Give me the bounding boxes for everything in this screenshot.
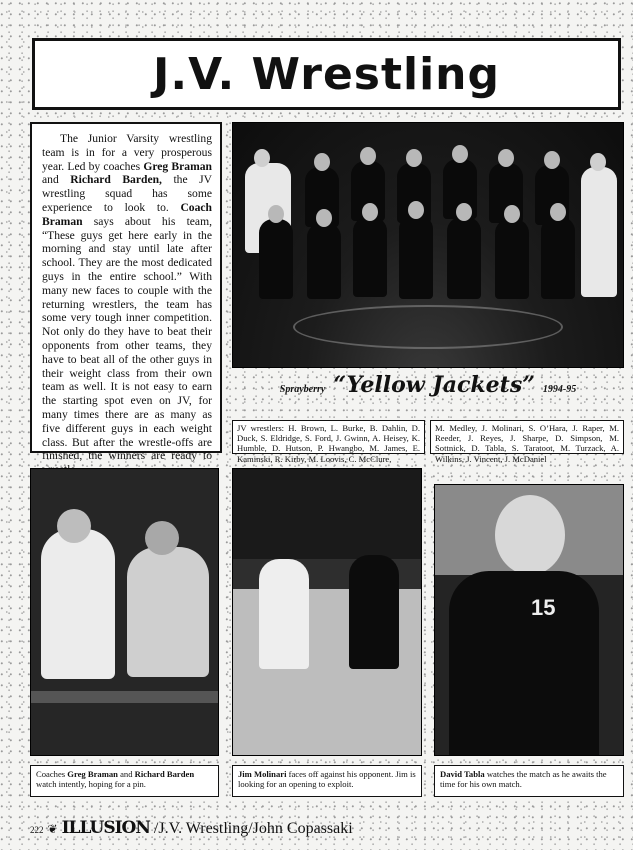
coach-figure — [41, 529, 115, 679]
caption-match — [232, 765, 422, 797]
story-part: and — [42, 173, 71, 187]
wrestler-figure — [447, 217, 481, 299]
caption-name: Jim Molinari — [238, 769, 287, 779]
page-title-box — [32, 38, 621, 110]
spectator-photo — [434, 484, 624, 756]
jacket — [449, 571, 599, 756]
jersey-number: 15 — [531, 595, 556, 620]
wrestler-figure — [307, 223, 341, 299]
wrestler-figure — [541, 217, 575, 299]
wrestler-figure — [259, 559, 309, 669]
caption-name: David Tabla — [440, 769, 485, 779]
wrestling-mat-circle — [293, 305, 563, 349]
team-banner — [232, 372, 624, 398]
footer-description: /J.V. Wrestling/John Copassaki — [153, 820, 353, 837]
coach-name: Greg Braman — [143, 159, 213, 173]
bee-icon: ❦ — [47, 822, 58, 836]
story-text — [30, 122, 222, 463]
caption-text: watch intently, hoping for a pin. — [36, 779, 146, 790]
wrestler-head — [495, 495, 565, 575]
coach-name: Richard Barden, — [70, 173, 162, 187]
page-title: J.V. Wrestling — [152, 48, 500, 100]
story-part: the JV wrestling squad has some experience to look to. — [42, 173, 213, 214]
match-photo — [232, 468, 422, 756]
wrestler-figure — [349, 555, 399, 669]
wrestler-figure — [495, 219, 529, 299]
caption-text: Coaches — [36, 769, 68, 779]
coaches-photo — [30, 468, 219, 756]
caption-text: faces off against his opponent. Jim is looking for an opening to exploit. — [238, 769, 416, 790]
yearbook-brand: ILLUSION — [61, 818, 150, 838]
wrestler-figure — [259, 219, 293, 299]
coach-name: Coach Braman — [42, 200, 212, 228]
caption-text: and — [117, 769, 135, 779]
roster-column-2: M. Medley, J. Molinari, S. O’Hara, J. Raper, M. Reeder, J. Reyes, J. Sharpe, D. Simpson, M. Sottnick, D. Tabla, S. Taratoot, M. Turzack, A. Wilkins, J. Vincent, J. McDaniel — [430, 420, 624, 454]
story-part: says about his team, “These guys get here early in the morning and stay until late after school. They are the most dedicated guys in the entire school.” With many new faces to couple with the returning wrestlers, the team has some very tough inner competition. Not only do they have to beat their opponents from other teams, they have to beat all of the other guys in their weight class from their own team as well. It is not easy to earn the starting spot even on JV, for many times there are as many as five different guys in each weight class. But after the wrestle-offs are finished, the winners are ready to — [42, 214, 212, 463]
school-name: Sprayberry — [279, 384, 326, 395]
page-footer — [30, 818, 353, 842]
coach-figure — [581, 167, 617, 297]
team-name: “Yellow Jackets” — [333, 372, 535, 398]
caption-text: watches the match as he awaits the time for his own match. — [440, 769, 607, 790]
caption-name: Greg Braman — [67, 769, 118, 779]
coach-figure — [127, 547, 209, 677]
team-photo — [232, 122, 624, 368]
roster-column-1: JV wrestlers: H. Brown, L. Burke, B. Dahlin, D. Duck, S. Eldridge, S. Ford, J. Gwinn, A. Heisey, K. Humble, D. Hutson, P. Hwangbo, M. James, E. Kaminski, R. Kirby, M. Loovis, C. McClure, — [232, 420, 425, 454]
caption-spectator — [434, 765, 624, 797]
caption-coaches — [30, 765, 219, 797]
coach-head — [57, 509, 91, 543]
bench — [31, 691, 219, 703]
page-number: 222 — [30, 825, 44, 835]
wrestler-figure — [399, 215, 433, 299]
coach-head — [145, 521, 179, 555]
story-part: The Junior Varsity wrestling team is in for a very prosperous year. Led by coaches — [42, 132, 212, 173]
bleachers — [233, 469, 422, 559]
season-year: 1994-95 — [542, 384, 577, 395]
wrestler-figure — [353, 217, 387, 297]
caption-name: Richard Barden — [134, 769, 195, 779]
